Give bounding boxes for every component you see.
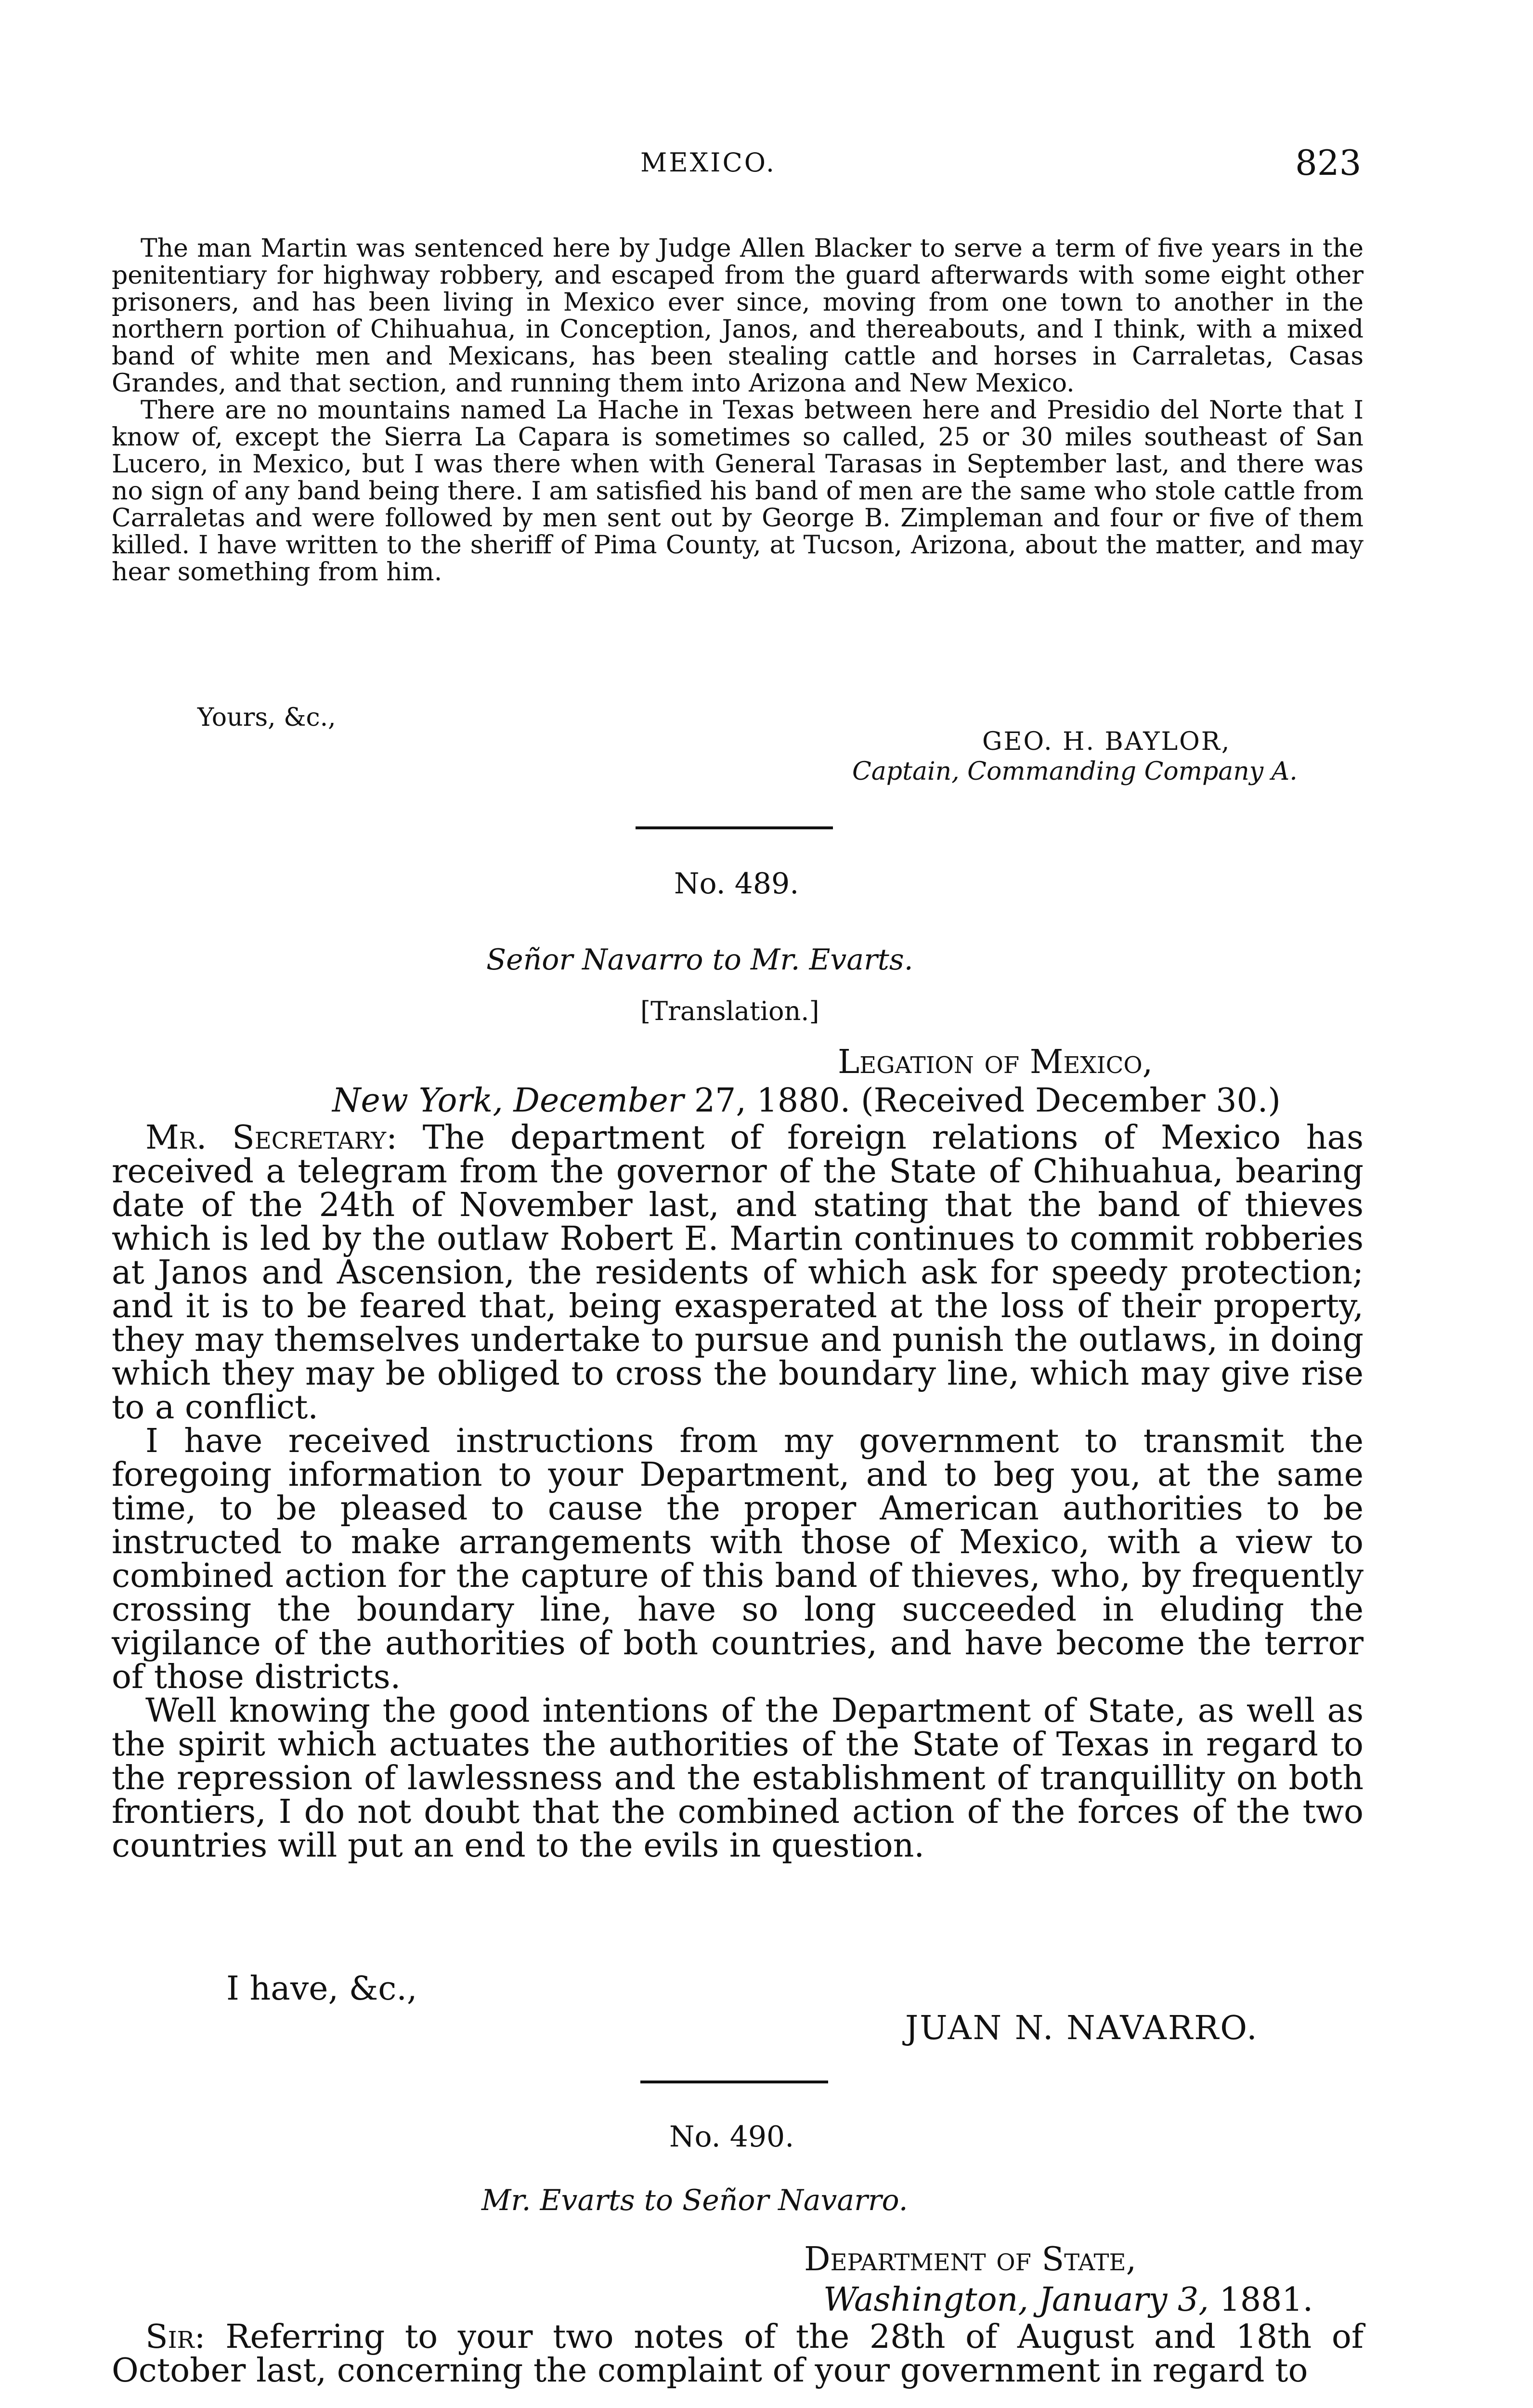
letter-490-body <box>112 2320 1364 2388</box>
date-line <box>332 1082 1281 1120</box>
date-year: 27, 1880. <box>694 1082 851 1120</box>
running-header-title: MEXICO. <box>640 147 777 178</box>
body-paragraph: Well knowing the good intentions of the Department of State, as well as the spirit which actuates the authorities of the State of Texas in regard to the repression of lawlessness and the establishment of tranquillity on both frontiers, I do not doubt that the combined action of the forces of the two countries will put an end to the evils in question. <box>112 1692 1364 1865</box>
body-paragraph: The man Martin was sentenced here by Judge Allen Blacker to serve a term of five years in the penitentiary for highway robbery, and escaped from the guard afterwards with some eight other prisoners, and has been living in Mexico ever since, moving from one town to another in the northern portion of Chihuahua, in Conception, Janos, and thereabouts, and I think, with a mixed band of white men and Mexicans, has been stealing cattle and horses in Carraletas, Casas Grandes, and that section, and running them into Arizona and New Mexico. <box>112 234 1364 398</box>
date-line <box>823 2281 1313 2319</box>
letter-closing: Yours, &c., <box>197 703 336 732</box>
document-heading: Mr. Evarts to Señor Navarro. <box>481 2184 908 2217</box>
date-year: 1881. <box>1219 2281 1313 2319</box>
document-number: No. 490. <box>669 2120 794 2154</box>
letter-488-body <box>112 235 1364 586</box>
salutation: Mr. Secretary: <box>145 1119 397 1157</box>
received-note: (Received December 30.) <box>860 1082 1281 1120</box>
translation-note: [Translation.] <box>640 996 819 1026</box>
signature-title: Captain, Commanding Company A. <box>852 757 1298 786</box>
document-number: No. 489. <box>674 867 799 901</box>
section-divider <box>636 826 833 829</box>
signature-name: GEO. H. BAYLOR, <box>982 727 1231 756</box>
signature-name: JUAN N. NAVARRO. <box>905 2009 1259 2047</box>
body-paragraph <box>112 2320 1364 2388</box>
salutation: Sir: <box>145 2318 206 2356</box>
body-paragraph <box>112 1121 1364 1425</box>
section-divider <box>640 2081 828 2083</box>
document-heading: Señor Navarro to Mr. Evarts. <box>486 943 913 977</box>
page-number: 823 <box>1295 143 1362 183</box>
department-line: Department of State, <box>804 2240 1137 2278</box>
legation-line: Legation of Mexico, <box>838 1043 1153 1081</box>
letter-closing: I have, &c., <box>226 1970 417 2008</box>
place-date: Washington, January 3, <box>823 2281 1209 2319</box>
paragraph-text: The department of foreign relations of Mexico has received a telegram from the governor of the State of Chihuahua, bearing date of the 24th of November last, and stating that the band of thieves which is led by the outlaw Robert E. Martin continues to commit robberies at Janos and Ascension, the residents of which ask for speedy protection; and it is to be feared that, being exasperated at the loss of their property, they may themselves undertake to pursue and punish the outlaws, in doing which they may be obliged to cross the boundary line, which may give rise to a conflict. <box>112 1119 1364 1426</box>
body-paragraph: There are no mountains named La Hache in Texas between here and Presidio del Norte that I know of, except the Sierra La Capara is sometimes so called, 25 or 30 miles southeast of San Lucero, in Mexico, but I was there when with General Tarasas in September last, and there was no sign of any band being there. I am satisfied his band of men are the same who stole cattle from Carraletas and were followed by men sent out by George B. Zimpleman and four or five of them killed. I have written to the sheriff of Pima County, at Tucson, Arizona, about the matter, and may hear something from him. <box>112 396 1364 587</box>
paragraph-text: Referring to your two notes of the 28th of August and 18th of October last, concerning the complaint of your government in regard to <box>112 2318 1364 2390</box>
body-paragraph: I have received instructions from my government to transmit the foregoing information to your Department, and to beg you, at the same time, to be pleased to cause the proper American authorities to be instructed to make arrangements with those of Mexico, with a view to combined action for the capture of this band of thieves, who, by frequently crossing the boundary line, have so long succeeded in eluding the vigilance of the authorities of both countries, and have become the terror of those districts. <box>112 1422 1364 1696</box>
place-date: New York, December <box>332 1082 684 1120</box>
letter-489-body <box>112 1121 1364 1863</box>
